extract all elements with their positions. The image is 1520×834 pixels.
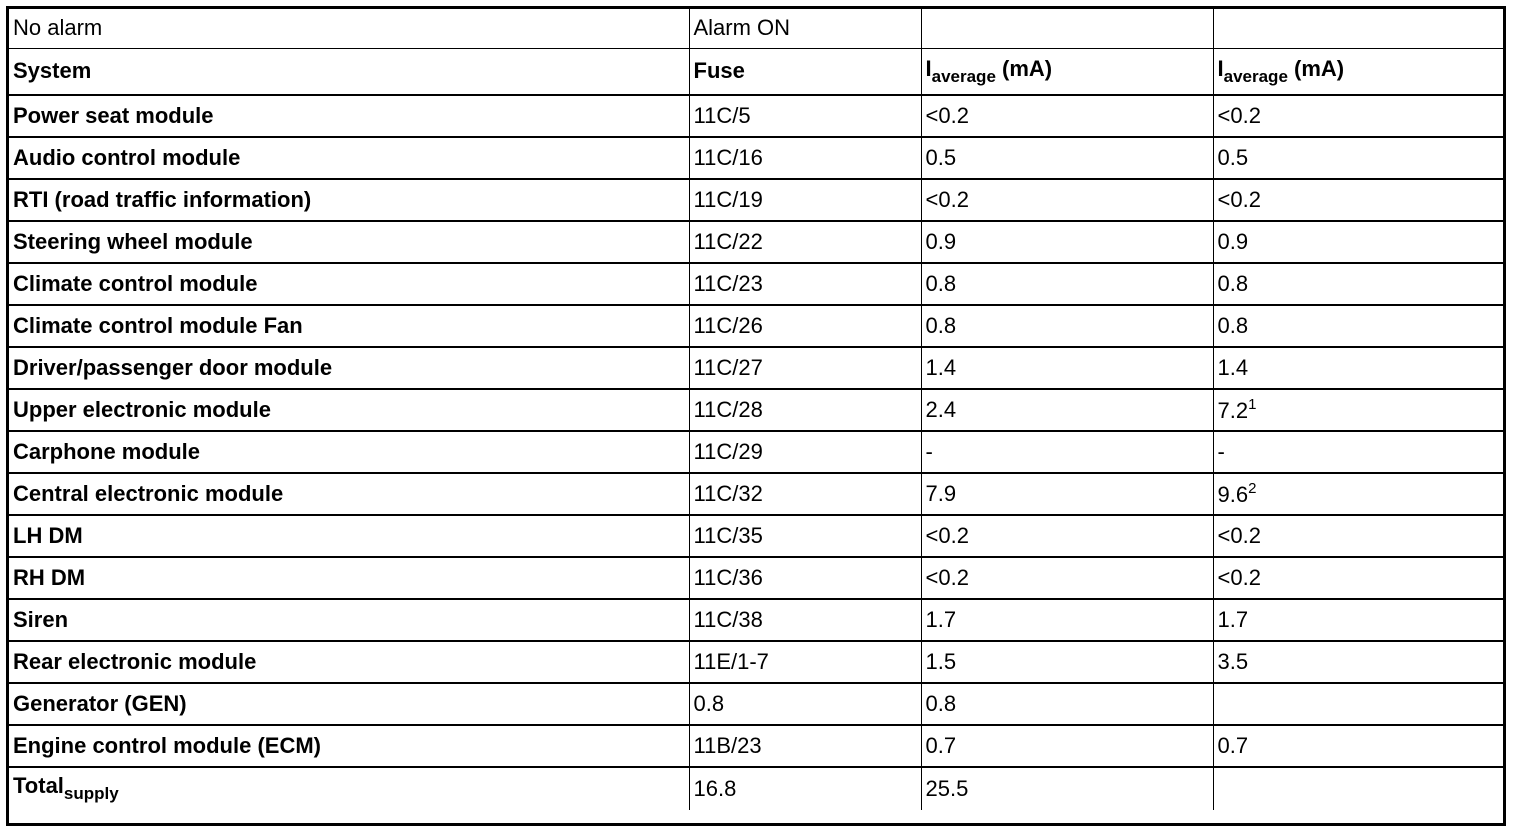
current-alarm-on-cell	[1213, 557, 1503, 599]
fuse-cell: 11C/38	[689, 599, 921, 641]
current-alarm-on-value: 0.9	[1217, 228, 1249, 254]
current-alarm-on-cell	[1213, 431, 1503, 473]
total-row	[9, 767, 1503, 810]
table-row	[9, 179, 1503, 221]
footnote-marker: 2	[1248, 479, 1257, 497]
header-iaverage-alarm-on-unit: (mA)	[1287, 55, 1345, 81]
table-row	[9, 431, 1503, 473]
current-alarm-on-cell	[1213, 683, 1503, 725]
current-alarm-on-value: 3.5	[1217, 648, 1249, 674]
current-alarm-on-cell	[1213, 95, 1503, 137]
table-row	[9, 683, 1503, 725]
current-no-alarm-cell: 1.4	[921, 347, 1213, 389]
current-no-alarm-cell: 0.7	[921, 725, 1213, 767]
table-row	[9, 557, 1503, 599]
footnote-marker: 1	[1248, 395, 1257, 413]
current-no-alarm-cell: <0.2	[921, 557, 1213, 599]
current-no-alarm-cell: 1.5	[921, 641, 1213, 683]
table-row	[9, 137, 1503, 179]
current-no-alarm-cell: -	[921, 431, 1213, 473]
system-name-cell: Power seat module	[9, 95, 689, 137]
current-alarm-on-cell	[1213, 137, 1503, 179]
system-name-cell: Steering wheel module	[9, 221, 689, 263]
current-alarm-on-value: 0.8	[1217, 270, 1249, 296]
table-row	[9, 221, 1503, 263]
table-row	[9, 599, 1503, 641]
current-alarm-on-value: <0.2	[1217, 564, 1261, 590]
system-name-cell: Climate control module Fan	[9, 305, 689, 347]
fuse-cell: 11E/1-7	[689, 641, 921, 683]
system-name-cell: Central electronic module	[9, 473, 689, 515]
fuse-cell: 11C/26	[689, 305, 921, 347]
current-alarm-on-value: 1.7	[1217, 606, 1249, 632]
current-alarm-on-value: 0.8	[1217, 312, 1249, 338]
fuse-cell: 11C/29	[689, 431, 921, 473]
fuse-cell: 11C/27	[689, 347, 921, 389]
no-alarm-label: No alarm	[9, 9, 689, 49]
system-name-cell: Rear electronic module	[9, 641, 689, 683]
current-no-alarm-cell: 0.5	[921, 137, 1213, 179]
total-label-sub: supply	[63, 784, 119, 804]
system-name-cell: Carphone module	[9, 431, 689, 473]
header-iaverage-no-alarm-sub: average	[931, 66, 996, 86]
current-no-alarm-cell: 0.8	[921, 305, 1213, 347]
system-name-cell: Climate control module	[9, 263, 689, 305]
header-iaverage-alarm-on-sub: average	[1223, 66, 1288, 86]
total-alarm-on-cell	[1213, 767, 1503, 810]
current-alarm-on-cell	[1213, 641, 1503, 683]
total-label-main: Total	[13, 773, 64, 799]
fuse-cell: 0.8	[689, 683, 921, 725]
header-iaverage-alarm-on-main: I	[1217, 55, 1224, 81]
current-no-alarm-cell: 0.8	[921, 683, 1213, 725]
current-alarm-on-cell	[1213, 179, 1503, 221]
current-no-alarm-cell: 1.7	[921, 599, 1213, 641]
fuse-cell: 11C/22	[689, 221, 921, 263]
current-alarm-on-cell	[1213, 725, 1503, 767]
table-top-row	[9, 9, 1503, 49]
current-alarm-on-cell	[1213, 515, 1503, 557]
current-alarm-on-value: 7.2	[1217, 397, 1249, 423]
current-alarm-on-cell	[1213, 305, 1503, 347]
table-row	[9, 725, 1503, 767]
table-row	[9, 95, 1503, 137]
system-name-cell: RTI (road traffic information)	[9, 179, 689, 221]
current-alarm-on-cell	[1213, 389, 1503, 431]
quiescent-current-table	[9, 9, 1503, 810]
system-name-cell: Audio control module	[9, 137, 689, 179]
fuse-cell: 11C/16	[689, 137, 921, 179]
header-fuse: Fuse	[689, 49, 921, 96]
fuse-cell: 11C/35	[689, 515, 921, 557]
fuse-cell: 11C/23	[689, 263, 921, 305]
current-alarm-on-value: 9.6	[1217, 481, 1249, 507]
table-row	[9, 515, 1503, 557]
header-iaverage-no-alarm-main: I	[925, 55, 932, 81]
table-row	[9, 389, 1503, 431]
system-name-cell: RH DM	[9, 557, 689, 599]
table-row	[9, 263, 1503, 305]
current-no-alarm-cell: <0.2	[921, 95, 1213, 137]
current-alarm-on-value: 0.5	[1217, 144, 1249, 170]
current-alarm-on-value: <0.2	[1217, 186, 1261, 212]
current-alarm-on-value: -	[1217, 438, 1225, 464]
table-row	[9, 347, 1503, 389]
current-alarm-on-value: 1.4	[1217, 354, 1249, 380]
total-fuse-cell: 16.8	[689, 767, 921, 810]
table-header-row	[9, 49, 1503, 96]
current-alarm-on-cell	[1213, 473, 1503, 515]
current-no-alarm-cell: 7.9	[921, 473, 1213, 515]
table-row	[9, 641, 1503, 683]
total-no-alarm-cell: 25.5	[921, 767, 1213, 810]
current-no-alarm-cell: <0.2	[921, 179, 1213, 221]
current-no-alarm-cell: 0.8	[921, 263, 1213, 305]
table-row	[9, 473, 1503, 515]
header-iaverage-alarm-on	[1213, 49, 1503, 96]
system-name-cell: LH DM	[9, 515, 689, 557]
current-alarm-on-cell	[1213, 347, 1503, 389]
system-name-cell: Driver/passenger door module	[9, 347, 689, 389]
fuse-cell: 11B/23	[689, 725, 921, 767]
current-alarm-on-cell	[1213, 221, 1503, 263]
fuse-cell: 11C/19	[689, 179, 921, 221]
top-row-empty-cell-4	[1213, 9, 1503, 49]
header-iaverage-no-alarm	[921, 49, 1213, 96]
fuse-cell: 11C/5	[689, 95, 921, 137]
header-system: System	[9, 49, 689, 96]
fuse-cell: 11C/36	[689, 557, 921, 599]
alarm-on-label: Alarm ON	[689, 9, 921, 49]
header-iaverage-no-alarm-unit: (mA)	[995, 55, 1053, 81]
system-name-cell: Upper electronic module	[9, 389, 689, 431]
current-no-alarm-cell: 0.9	[921, 221, 1213, 263]
table-row	[9, 305, 1503, 347]
quiescent-current-table-frame	[6, 6, 1506, 826]
fuse-cell: 11C/28	[689, 389, 921, 431]
fuse-cell: 11C/32	[689, 473, 921, 515]
current-no-alarm-cell: <0.2	[921, 515, 1213, 557]
top-row-empty-cell-3	[921, 9, 1213, 49]
current-alarm-on-value: <0.2	[1217, 102, 1261, 128]
current-alarm-on-value: <0.2	[1217, 522, 1261, 548]
system-name-cell: Engine control module (ECM)	[9, 725, 689, 767]
current-alarm-on-value: 0.7	[1217, 732, 1249, 758]
current-alarm-on-cell	[1213, 263, 1503, 305]
total-label	[9, 767, 689, 810]
system-name-cell: Generator (GEN)	[9, 683, 689, 725]
current-alarm-on-cell	[1213, 599, 1503, 641]
current-no-alarm-cell: 2.4	[921, 389, 1213, 431]
system-name-cell: Siren	[9, 599, 689, 641]
